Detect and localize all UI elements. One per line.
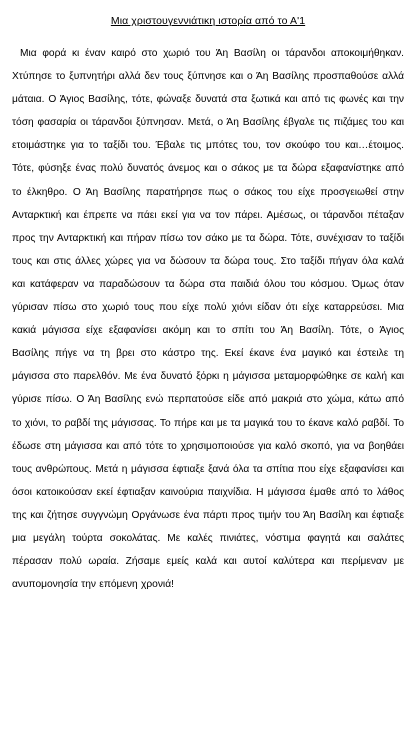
story-paragraph: Μια φορά κι έναν καιρό στο χωριό του Άη Βασίλη οι τάρανδοι αποκοιμήθηκαν. Χτύπησε το ξυπνητήρι αλλά δεν τους ξύπνησε και ο Άη Βασίλης προσπαθούσε αλλά μάταια. Ο Άγιος Βασίλης, τότε, φώναξε δυνατά στα ξωτικά και από τις φωνές και την τόση φασαρία οι τάρανδοι ξύπνησαν. Μετά, ο Άη Βασίλης έβγαλε τις πιζάμες του και ετοιμάστηκε για το ταξίδι του. Έβαλε τις μπότες του, τον σκούφο του και…έτοιμος. Τότε, φύσηξε ένας πολύ δυνατός άνεμος και ο σάκος με τα δώρα εξαφανίστηκε από το έλκηθρο. Ο Άη Βασίλης παρατήρησε πως ο σάκος του είχε προσγειωθεί στην Ανταρκτική και έπρεπε να πάει εκεί για να τον πάρει. Αμέσως, οι τάρανδοι πέταξαν προς την Ανταρκτική και πήραν πίσω τον σάκο με τα δώρα. Τότε, συνέχισαν το ταξίδι τους και στις άλλες χώρες για να δώσουν τα δώρα τους. Στο ταξίδι πήγαν όλα καλά και κατάφεραν να παραδώσουν τα δώρα στα παιδιά όλου του κόσμου. Όμως όταν γύρισαν πίσω στο χωριό τους που είχε πολύ χιόνι είδαν ότι είχε καταρρεύσει. Μια κακιά μάγισσα είχε εξαφανίσει ακόμη και το σπίτι του Άη Βασίλη. Τότε, ο Άγιος Βασίλης πήγε να τη βρει στο κάστρο της. Εκεί έκανε ένα μαγικό και έστειλε τη μάγισσα στο παρελθόν. Με ένα δυνατό ξόρκι η μάγισσα μεταμορφώθηκε σε καλή και γύρισε πίσω. Ο Άη Βασίλης ενώ περπατούσε είδε από μακριά στο χώμα, κάτω από το χιόνι, το ραβδί της μάγισσας. Το πήρε και με τα μαγικά του το έκανε καλό ραβδί. Το έδωσε στη μάγισσα και από τότε το χρησιμοποιούσε για καλό σκοπό, για να βοηθάει τους ανθρώπους. Μετά η μάγισσα έφτιαξε ξανά όλα τα σπίτια που είχε εξαφανίσει και όσοι κατοικούσαν εκεί έφτιαξαν καινούρια παιχνίδια. Η μάγισσα έμαθε από το λάθος της και ζήτησε συγγνώμη Οργάνωσε ένα πάρτι προς τιμήν του Άη Βασίλη και έφτιαξε μια μεγάλη τούρτα σοκολάτας. Με καλές πινιάτες, νόστιμα φαγητά και σαλάτες πέρασαν πολύ ωραία. Ζήσαμε εμείς καλά και αυτοί καλύτερα και περίμεναν με ανυπομονησία την επόμενη χρονιά!: [12, 48, 404, 591]
story-title: Μια χριστουγεννιάτικη ιστορία από το Α'1: [110, 15, 306, 27]
